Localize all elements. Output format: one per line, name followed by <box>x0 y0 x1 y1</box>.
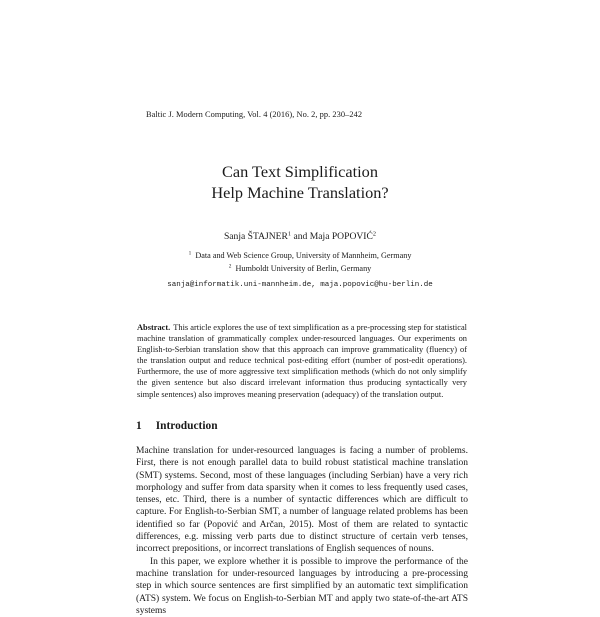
abstract <box>137 322 467 400</box>
paragraph-2: In this paper, we explore whether it is possible to improve the performance of the machine translation for under-resourced languages by introducing a pre-processing step in which source sentences are first simplified by an automatic text simplification (ATS) system. We focus on English-to-Serbian MT and apply two state-of-the-art ATS systems <box>136 556 468 616</box>
abstract-text: This article explores the use of text simplification as a pre-processing step for statistical machine translation of grammatically complex under-resourced languages. Our experiments on English-to-Serbian translation show that this approach can improve grammaticality (fluency) of the translation output and reduce technical post-editing effort (number of post-edit operations). Furthermore, the use of more aggressive text simplification methods (which do not only simplify the given sentence but also discard irrelevant information thus producing syntactically very simple sentences) also improves meaning preservation (adequacy) of the translation output. <box>137 323 467 399</box>
affiliation-2-mark: 2 <box>228 263 232 269</box>
body-text <box>136 445 468 617</box>
affiliation-1-mark: 1 <box>188 250 192 257</box>
section-title: Introduction <box>155 420 218 432</box>
affiliation-2 <box>0 263 600 276</box>
author-conjunction: and <box>291 231 310 242</box>
section-number: 1 <box>136 420 142 432</box>
title-line-2: Help Machine Translation? <box>211 183 389 202</box>
author-list <box>0 231 600 242</box>
journal-citation: Baltic J. Modern Computing, Vol. 4 (2016), No. 2, pp. 230–242 <box>146 110 363 119</box>
affiliation-1-text: Data and Web Science Group, University of Mannheim, Germany <box>195 251 412 260</box>
author-emails: sanja@informatik.uni-mannheim.de, maja.popovic@hu-berlin.de <box>167 281 433 289</box>
title-line-1: Can Text Simplification <box>222 162 378 181</box>
paper-title <box>0 161 600 203</box>
affiliation-1 <box>0 250 600 263</box>
paragraph-1: Machine translation for under-resourced languages is facing a number of problems. First, there is not enough parallel data to build robust statistical machine translation (SMT) systems. Second, most of these languages (including Serbian) have a very rich morphology and suffer from data sparsity when it comes to less frequently used cases, tenses, etc. Third, there is a number of syntactic differences which are difficult to capture. For English-to-Serbian SMT, a number of language related problems has been identified so far (Popović and Arčan, 2015). Most of them are related to syntactic differences, e.g. missing verb parts due to distinct structure of certain verb tenses, incorrect prepositions, or incorrect translations of English sequences of nouns. <box>136 446 468 555</box>
author-1-affil-mark: 1 <box>287 230 292 238</box>
abstract-label: Abstract. <box>137 323 171 332</box>
section-heading <box>136 420 218 432</box>
author-1-name: Sanja ŠTAJNER <box>223 231 288 242</box>
affiliation-2-text: Humboldt University of Berlin, Germany <box>235 263 372 273</box>
author-2-affil-mark: 2 <box>372 230 377 238</box>
affiliations <box>0 250 600 275</box>
author-2-name: Maja POPOVIĆ <box>309 231 373 242</box>
